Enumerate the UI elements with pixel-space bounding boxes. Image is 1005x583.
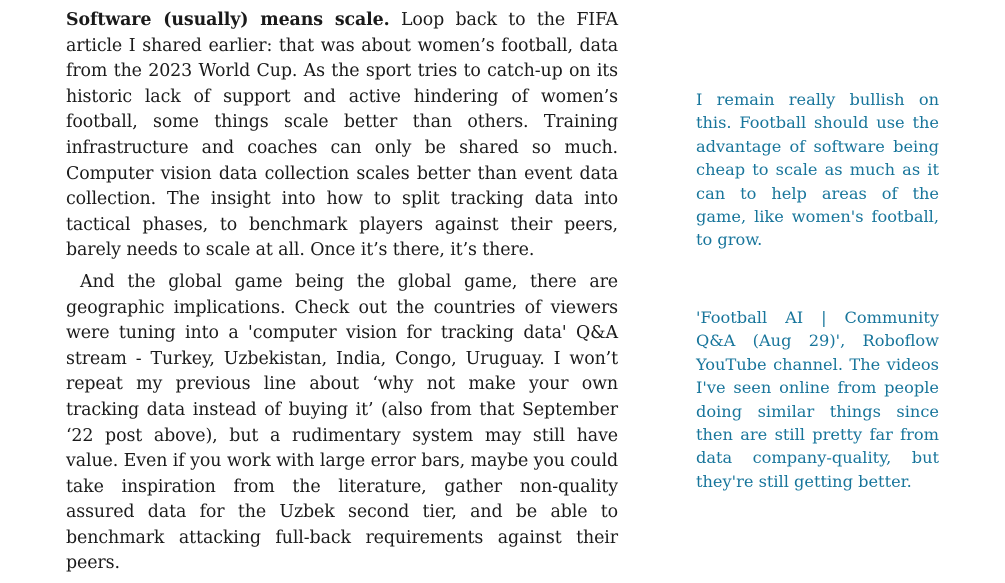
paragraph-lead-in: Software (usually) means scale.	[66, 10, 390, 30]
article-main-column	[66, 8, 618, 577]
sidenote: I remain really bullish on this. Football should use the advantage of software being cheap to scale as much as it can to help areas of the game, like women's football, to grow.	[696, 90, 939, 250]
article-paragraph	[66, 8, 618, 264]
paragraph-body: Loop back to the FIFA article I shared earlier: that was about women’s football, data from the 2023 World Cup. As the sport tries to catch-up on its historic lack of support and active hindering of women’s football, some things scale better than others. Training infrastructure and coaches can only be shared so much. Computer vision data collection scales better than event data collection. The insight into how to split tracking data into tactical phases, to benchmark players against their peers, barely needs to scale at all. Once it’s there, it’s there.	[66, 10, 618, 261]
article-paragraph: And the global game being the global game, there are geographic implications. Check out the countries of viewers were tuning into a 'computer vision for tracking data' Q&A stream - Turkey, Uzbekistan, India, Congo, Uruguay. I won’t repeat my previous line about ‘why not make your own tracking data instead of buying it’ (also from that September ‘22 post above), but a rudimentary system may still have value. Even if you work with large error bars, maybe you could take inspiration from the literature, gather non-quality assured data for the Uzbek second tier, and be able to benchmark attacking full-back requirements against their peers.	[66, 271, 618, 574]
sidenote: 'Football AI | Community Q&A (Aug 29)', Roboflow YouTube channel. The videos I've seen online from people doing similar things since then are still pretty far from data company-quality, but they're still getting better.	[696, 308, 939, 491]
